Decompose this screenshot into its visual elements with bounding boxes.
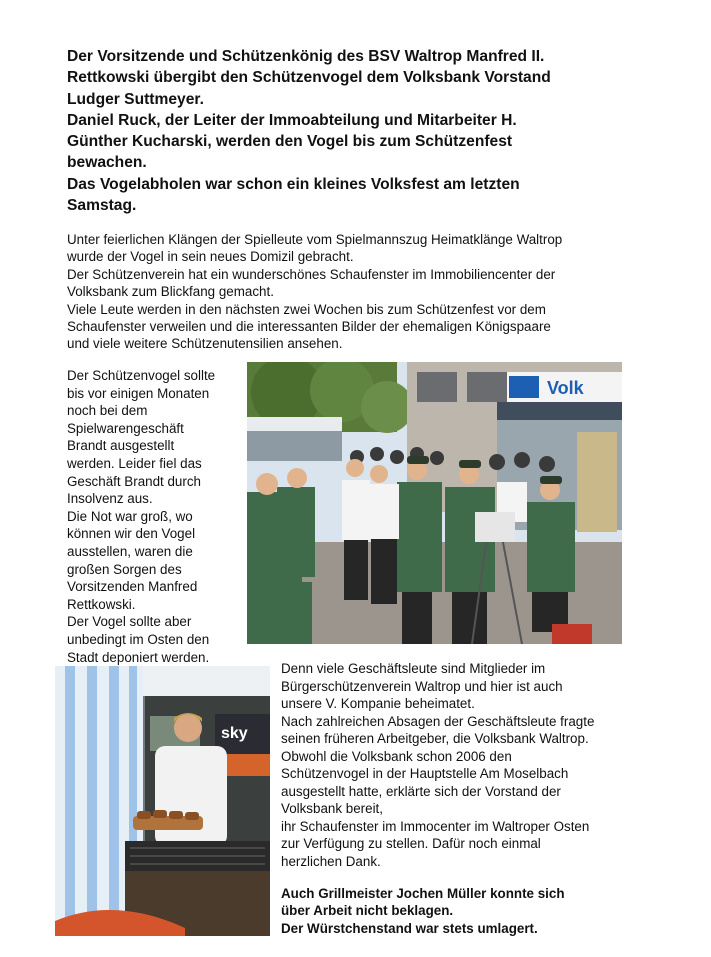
left-column-line: Insolvenz aus.: [67, 491, 153, 507]
left-column-line: Vorsitzenden Manfred: [67, 579, 198, 595]
left-column-line: werden. Leider fiel das: [67, 455, 202, 471]
parade-photo-illustration: [247, 362, 622, 644]
right-column-line: ihr Schaufenster im Immocenter im Waltroper Osten: [281, 818, 590, 834]
right-column-line: zur Verfügung zu stellen. Dafür noch einmal: [281, 836, 541, 851]
sky-sign-text: sky: [221, 725, 248, 742]
left-column-line: ausstellen, waren die: [67, 543, 193, 559]
closing-line: Der Würstchenstand war stets umlagert.: [281, 920, 538, 936]
left-column-line: großen Sorgen des: [67, 561, 182, 577]
right-column-line: Obwohl die Volksbank schon 2006 den: [281, 748, 512, 764]
right-column-line: seinen früheren Arbeitgeber, die Volksbank Waltrop.: [281, 731, 589, 746]
headline-line: Daniel Ruck, der Leiter der Immoabteilung und Mitarbeiter H.: [67, 111, 517, 129]
left-column-line: unbedingt im Osten den: [67, 631, 210, 647]
intro-line: wurde der Vogel in sein neues Domizil gebracht.: [67, 249, 354, 265]
intro-line: Unter feierlichen Klängen der Spielleute vom Spielmannszug Heimatklänge Waltrop: [67, 232, 563, 247]
right-column-text: [281, 660, 671, 870]
intro-line: Der Schützenverein hat ein wunderschönes Schaufenster im Immobiliencenter der: [67, 266, 556, 282]
right-column-line: Schützenvogel in der Hauptstelle Am Moselbach: [281, 766, 569, 781]
left-column-line: Der Schützenvogel sollte: [67, 368, 216, 383]
left-column-line: Der Vogel sollte aber: [67, 614, 192, 630]
intro-line: und viele weitere Schützenutensilien ansehen.: [67, 336, 343, 352]
closing-text: [281, 885, 671, 937]
headline-line: Der Vorsitzende und Schützenkönig des BSV Waltrop Manfred II.: [67, 48, 545, 65]
right-column-line: unsere V. Kompanie beheimatet.: [281, 696, 475, 711]
grill-photo: [55, 666, 270, 936]
intro-paragraph: [67, 231, 667, 353]
left-column-text: [67, 367, 247, 666]
intro-line: Volksbank zum Blickfang gemacht.: [67, 284, 274, 300]
right-column-line: herzlichen Dank.: [281, 853, 381, 869]
bank-sign-text: Volk: [547, 378, 584, 398]
intro-line: Schaufenster verweilen und die interessanten Bilder der ehemaligen Königspaare: [67, 319, 551, 335]
right-column-line: Denn viele Geschäftsleute sind Mitglieder im: [281, 661, 546, 676]
right-column-line: Volksbank bereit,: [281, 801, 383, 816]
left-column-line: Spielwarengeschäft: [67, 420, 184, 436]
headline-line: bewachen.: [67, 154, 147, 172]
right-column-line: ausgestellt hatte, erklärte sich der Vorstand der: [281, 783, 561, 799]
headline-line: Günther Kucharski, werden den Vogel bis zum Schützenfest: [67, 133, 513, 151]
closing-line: über Arbeit nicht beklagen.: [281, 903, 454, 919]
left-column-line: noch bei dem: [67, 403, 148, 419]
left-column-line: Rettkowski.: [67, 596, 136, 612]
left-column-line: bis vor einigen Monaten: [67, 385, 210, 401]
headline-line: Ludger Suttmeyer.: [67, 90, 204, 108]
headline-line: Rettkowski übergibt den Schützenvogel dem Volksbank Vorstand: [67, 69, 551, 87]
left-column-line: Brandt ausgestellt: [67, 438, 175, 454]
grill-photo-illustration: [55, 666, 270, 936]
left-column-line: Geschäft Brandt durch: [67, 473, 201, 489]
left-column-line: Die Not war groß, wo: [67, 508, 193, 524]
left-column-line: können wir den Vogel: [67, 526, 196, 542]
headline-line: Das Vogelabholen war schon ein kleines Volksfest am letzten: [67, 175, 520, 193]
right-column-line: Bürgerschützenverein Waltrop und hier ist auch: [281, 678, 563, 694]
headline: [67, 46, 657, 216]
closing-line: Auch Grillmeister Jochen Müller konnte sich: [281, 886, 565, 901]
left-column-line: Stadt deponiert werden.: [67, 649, 210, 665]
headline-line: Samstag.: [67, 197, 137, 215]
parade-photo: [247, 362, 622, 644]
right-column-line: Nach zahlreichen Absagen der Geschäftsleute fragte: [281, 713, 595, 729]
intro-line: Viele Leute werden in den nächsten zwei Wochen bis zum Schützenfest vor dem: [67, 301, 546, 317]
